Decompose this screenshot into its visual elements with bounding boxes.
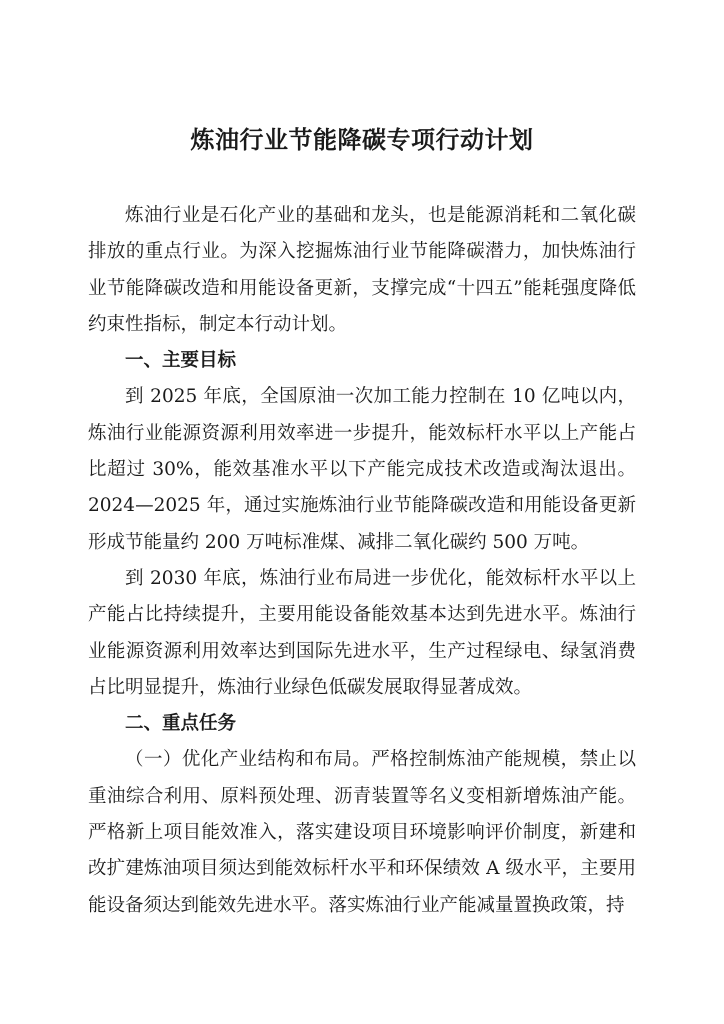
goals-2025-paragraph: 到 2025 年底，全国原油一次加工能力控制在 10 亿吨以内，炼油行业能源资源利用效率进一步提升，能效标杆水平以上产能占比超过 30%，能效基准水平以下产能完成技术改造或淘汰退出。2024—2025 年，通过实施炼油行业节能降碳改造和用能设备更新形成节能量约 200 万吨标准煤、减排二氧化碳约 500 万吨。 bbox=[88, 386, 636, 553]
document-title: 炼油行业节能降碳专项行动计划 bbox=[190, 125, 534, 154]
section-heading-key-tasks: 二、重点任务 bbox=[125, 713, 237, 735]
section-heading-main-goals: 一、主要目标 bbox=[125, 350, 237, 372]
document-body bbox=[88, 198, 636, 924]
tasks-structure-paragraph: （一）优化产业结构和布局。严格控制炼油产能规模，禁止以重油综合利用、原料预处理、沥青装置等名义变相新增炼油产能。严格新上项目能效准入，落实建设项目环境影响评价制度，新建和改扩建炼油项目须达到能效标杆水平和环保绩效 A 级水平，主要用能设备须达到能效先进水平。落实炼油行业产能减量置换政策，持 bbox=[88, 749, 636, 916]
goals-2030-paragraph: 到 2030 年底，炼油行业布局进一步优化，能效标杆水平以上产能占比持续提升，主要用能设备能效基本达到先进水平。炼油行业能源资源利用效率达到国际先进水平，生产过程绿电、绿氢消费占比明显提升，炼油行业绿色低碳发展取得显著成效。 bbox=[88, 567, 636, 698]
intro-paragraph: 炼油行业是石化产业的基础和龙头，也是能源消耗和二氧化碳排放的重点行业。为深入挖掘炼油行业节能降碳潜力，加快炼油行业节能降碳改造和用能设备更新，支撑完成“十四五”能耗强度降低约束性指标，制定本行动计划。 bbox=[88, 205, 636, 335]
